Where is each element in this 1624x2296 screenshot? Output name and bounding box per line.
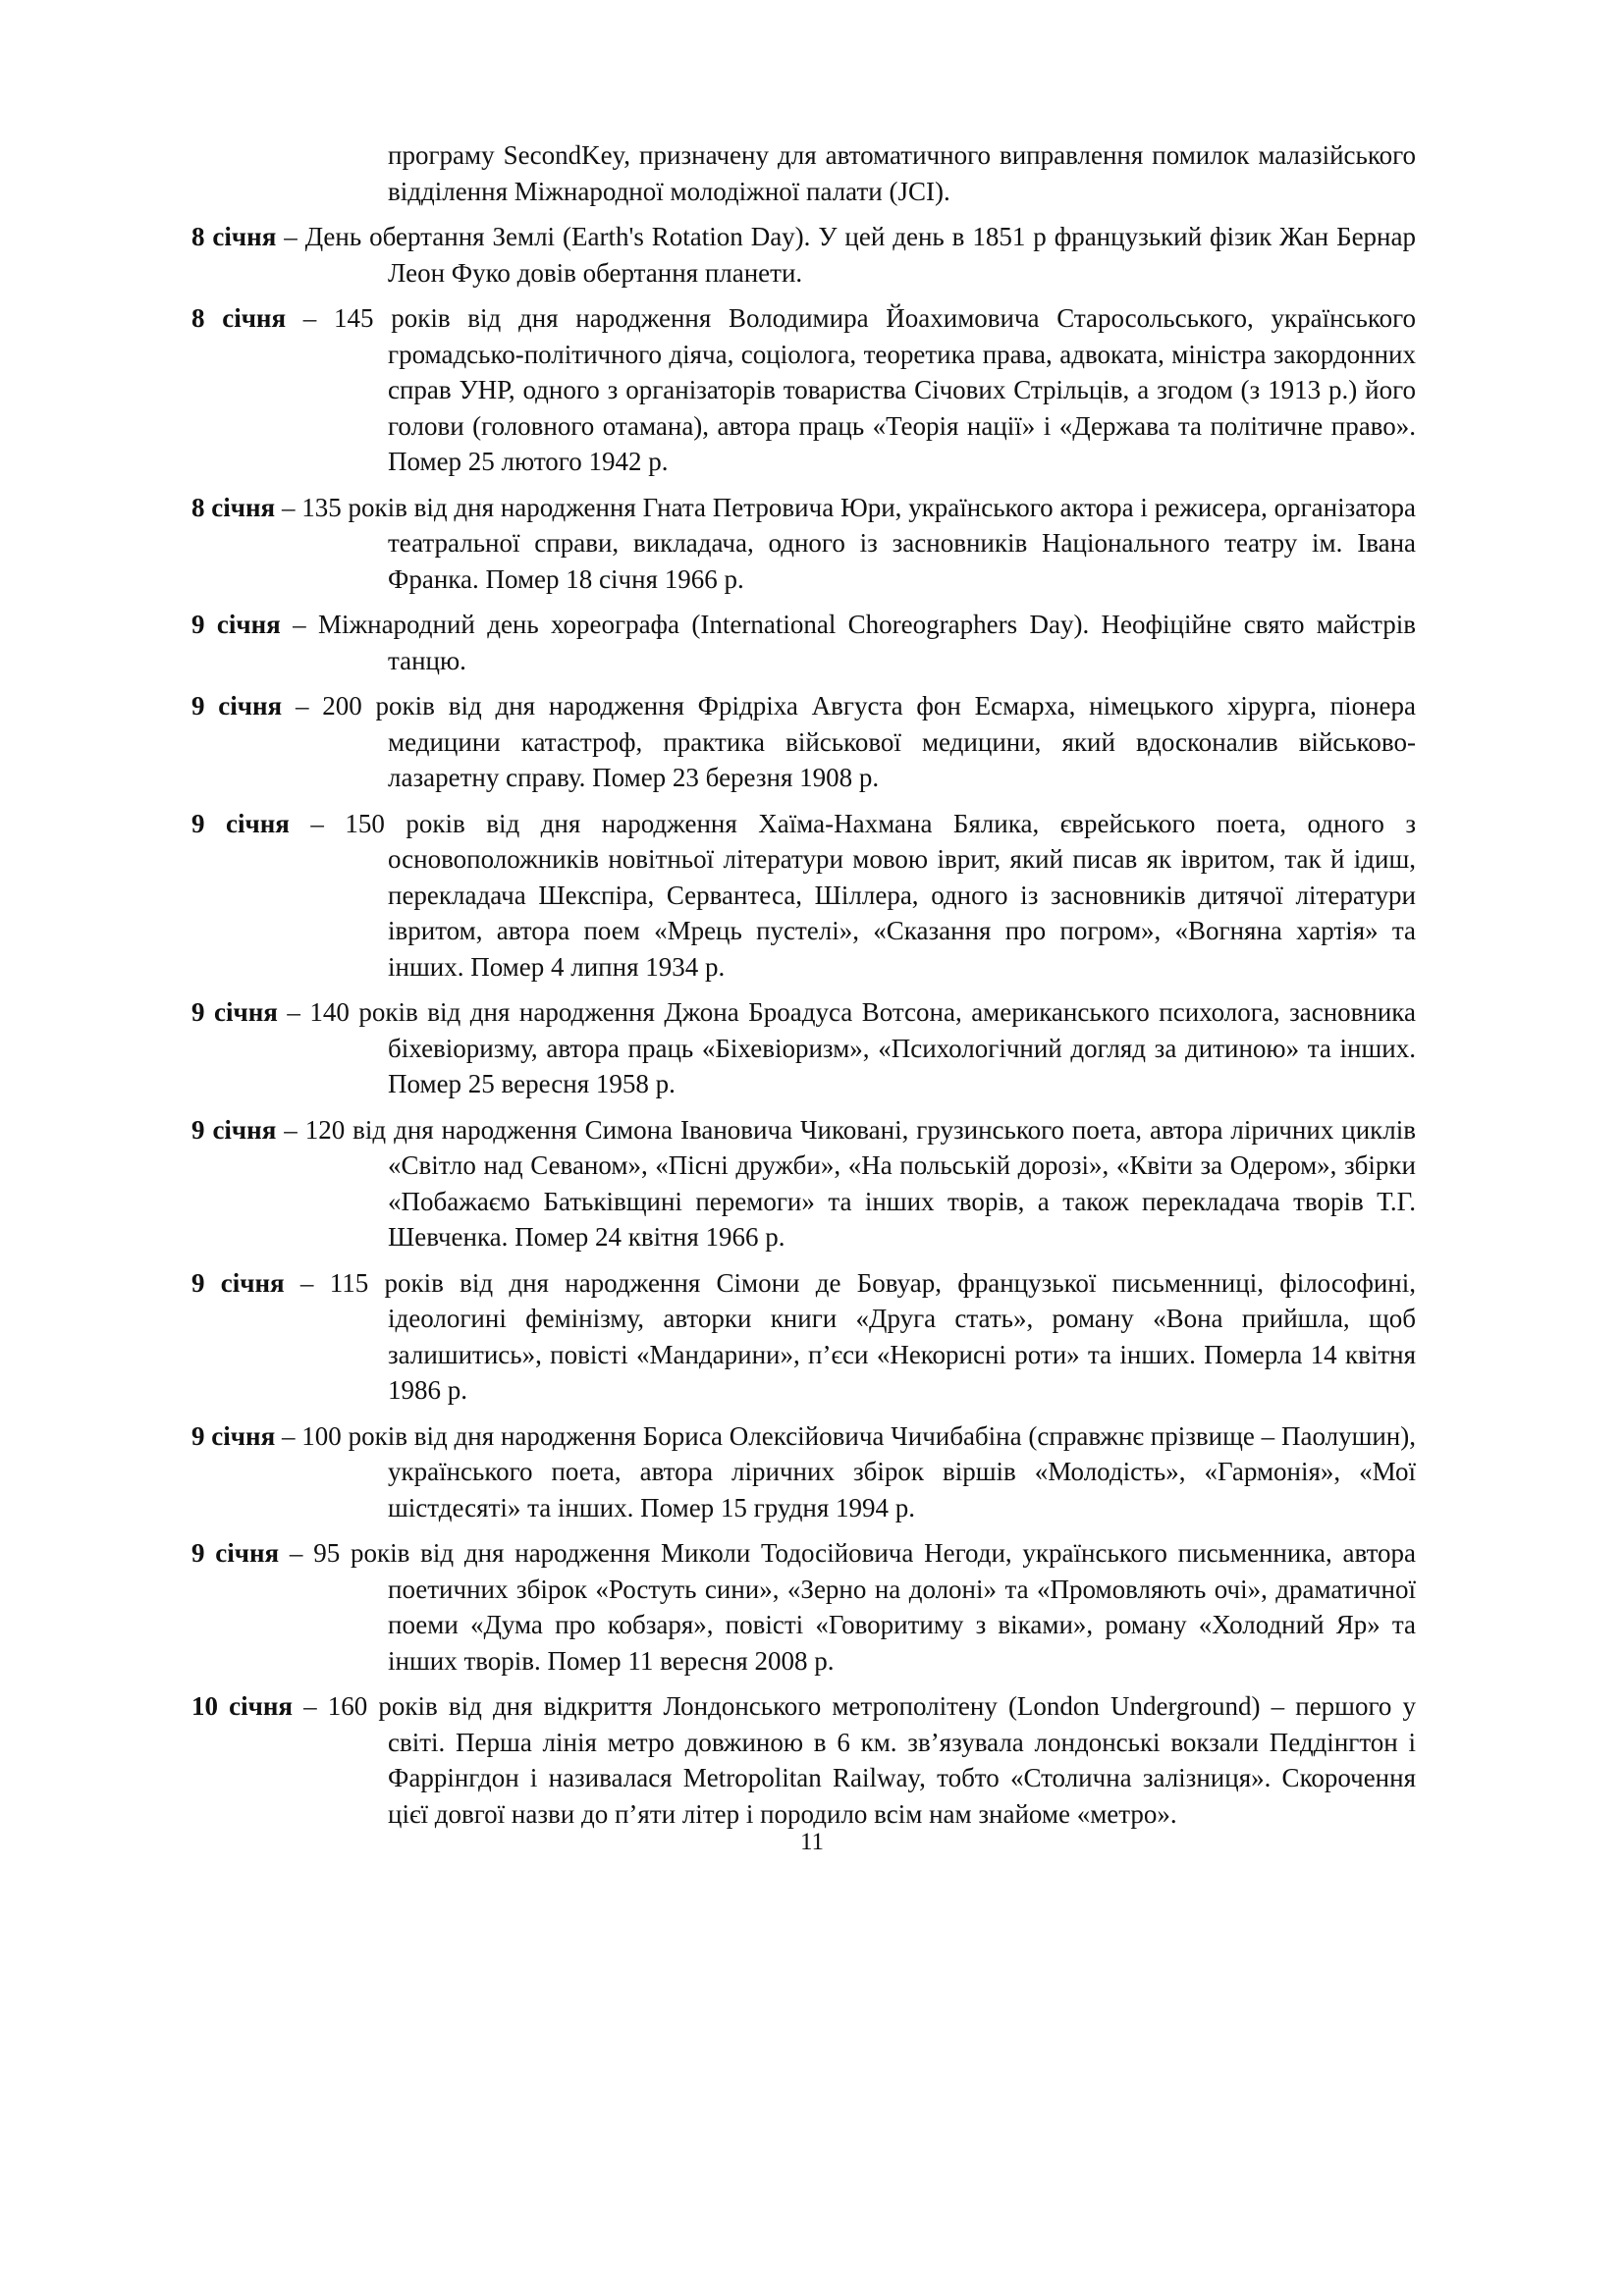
entry-dash: – — [277, 997, 310, 1027]
document-body — [191, 137, 1416, 1842]
entry-date: 8 січня — [191, 492, 276, 522]
calendar-entry — [191, 490, 1416, 598]
entry-date: 9 січня — [191, 610, 281, 639]
calendar-entry — [191, 1418, 1416, 1526]
entry-text: 160 років від дня відкриття Лондонського метрополітену (London Underground) – першого у світі. Перша лінія метро довжиною в 6 км. зв’язувала лондонські вокзали Педдінгтон і Фаррінгдон і називалася Metropolitan Railway, тобто «Столична залізниця». Скорочення цієї довгої назви до п’яти літер і породило всім нам знайоме «метро». — [327, 1691, 1416, 1829]
entry-dash: – — [289, 808, 346, 838]
entry-text: 120 від дня народження Симона Івановича Чиковані, грузинського поета, автора ліричних циклів «Світло над Севаном», «Пісні дружби», «На польській дорозі», «Квіти за Одером», збірки «Побажаємо Батьківщині перемоги» та інших творів, а також перекладача творів Т.Г. Шевченка. Помер 24 квітня 1966 р. — [304, 1114, 1416, 1252]
entry-dash: – — [286, 303, 335, 333]
calendar-entry — [191, 688, 1416, 796]
entry-text: 140 років від дня народження Джона Броадуса Вотсона, американського психолога, засновника біхевіоризму, автора праць «Біхевіоризм», «Психологічний догляд за дитиною» та інших. Помер 25 вересня 1958 р. — [309, 997, 1416, 1098]
entry-text: 135 років від дня народження Гната Петровича Юри, українського актора і режисера, організатора театральної справи, викладача, одного із засновників Національного театру ім. Івана Франка. Помер 18 січня 1966 р. — [301, 492, 1416, 594]
calendar-entry — [191, 219, 1416, 291]
entry-text: 145 років від дня народження Володимира Йоахимовича Старосольського, українського громадсько-політичного діяча, соціолога, теоретика права, адвоката, міністра закордонних справ УНР, одного з організаторів товариства Січових Стрільців, а згодом (з 1913 р.) його голови (головного отамана), автора праць «Теорія нації» і «Держава та політичне право». Помер 25 лютого 1942 р. — [334, 303, 1416, 476]
calendar-entry — [191, 1688, 1416, 1832]
entry-text: 100 років від дня народження Бориса Олексійовича Чичибабіна (справжнє прізвище – Паолушин), українського поета, автора ліричних збірок віршів «Молодість», «Гармонія», «Мої шістдесяті» та інших. Помер 15 грудня 1994 р. — [301, 1420, 1416, 1522]
entry-dash: – — [293, 1691, 328, 1721]
entry-text: 115 років від дня народження Сімони де Бовуар, французької письменниці, філософині, ідеологині фемінізму, авторки книги «Друга стать», роману «Вона прийшла, щоб залишитись», повісті «Мандарини», п’єси «Некорисні роти» та інших. Померла 14 квітня 1986 р. — [329, 1267, 1416, 1405]
entry-text: Міжнародний день хореографа (International Choreographers Day). Неофіційне свято майстрів танцю. — [317, 610, 1416, 675]
calendar-entry — [191, 300, 1416, 480]
entry-dash: – — [275, 1420, 302, 1451]
entry-date: 9 січня — [191, 808, 290, 838]
calendar-entry — [191, 607, 1416, 678]
calendar-entry — [191, 806, 1416, 986]
entry-date: 9 січня — [191, 1538, 280, 1568]
calendar-entry — [191, 994, 1416, 1102]
entry-dash: – — [282, 691, 323, 721]
entry-dash: – — [276, 222, 305, 251]
entry-date: 8 січня — [191, 303, 287, 333]
entry-dash: – — [284, 1267, 330, 1298]
entry-dash: – — [279, 1538, 314, 1568]
entry-date: 9 січня — [191, 691, 283, 721]
entry-dash: – — [275, 492, 302, 522]
calendar-entry — [191, 1112, 1416, 1255]
calendar-entry — [191, 1535, 1416, 1679]
entry-date: 9 січня — [191, 1267, 285, 1298]
entry-dash: – — [276, 1114, 305, 1145]
entry-date: 9 січня — [191, 1114, 277, 1145]
entry-text: 200 років від дня народження Фрідріха Августа фон Есмарха, німецького хірурга, піонера медицини катастроф, практика військової медицини, який вдосконалив військово-лазаретну справу. Помер 23 березня 1908 р. — [322, 691, 1416, 792]
page-number: 11 — [799, 1829, 825, 1855]
entry-text: День обертання Землі (Earth's Rotation Day). У цей день в 1851 р французький фізик Жан Бернар Леон Фуко довів обертання планети. — [304, 222, 1416, 288]
entry-date: 9 січня — [191, 997, 278, 1027]
entry-date: 10 січня — [191, 1691, 293, 1721]
entry-text: 150 років від дня народження Хаїма-Нахмана Бялика, єврейського поета, одного з основоположників новітньої літератури мовою іврит, який писав як івритом, так й ідиш, перекладача Шекспіра, Сервантеса, Шіллера, одного із засновників дитячої літератури івритом, автора поем «Мрець пустелі», «Сказання про погром», «Вогняна хартія» та інших. Помер 4 липня 1934 р. — [345, 808, 1416, 982]
entry-text: 95 років від дня народження Миколи Тодосійовича Негоди, українського письменника, автора поетичних збірок «Ростуть сини», «Зерно на долоні» та «Промовляють очі», драматичної поеми «Дума про кобзаря», повісті «Говоритиму з віками», роману «Холодний Яр» та інших творів. Помер 11 вересня 2008 р. — [313, 1538, 1416, 1676]
entry-date: 9 січня — [191, 1420, 276, 1451]
entry-date: 8 січня — [191, 222, 277, 251]
continued-paragraph: програму SecondKey, призначену для автоматичного виправлення помилок малазійського відділення Міжнародної молодіжної палати (JCI). — [388, 140, 1416, 206]
calendar-entry — [191, 1265, 1416, 1409]
entry-dash: – — [280, 610, 318, 639]
